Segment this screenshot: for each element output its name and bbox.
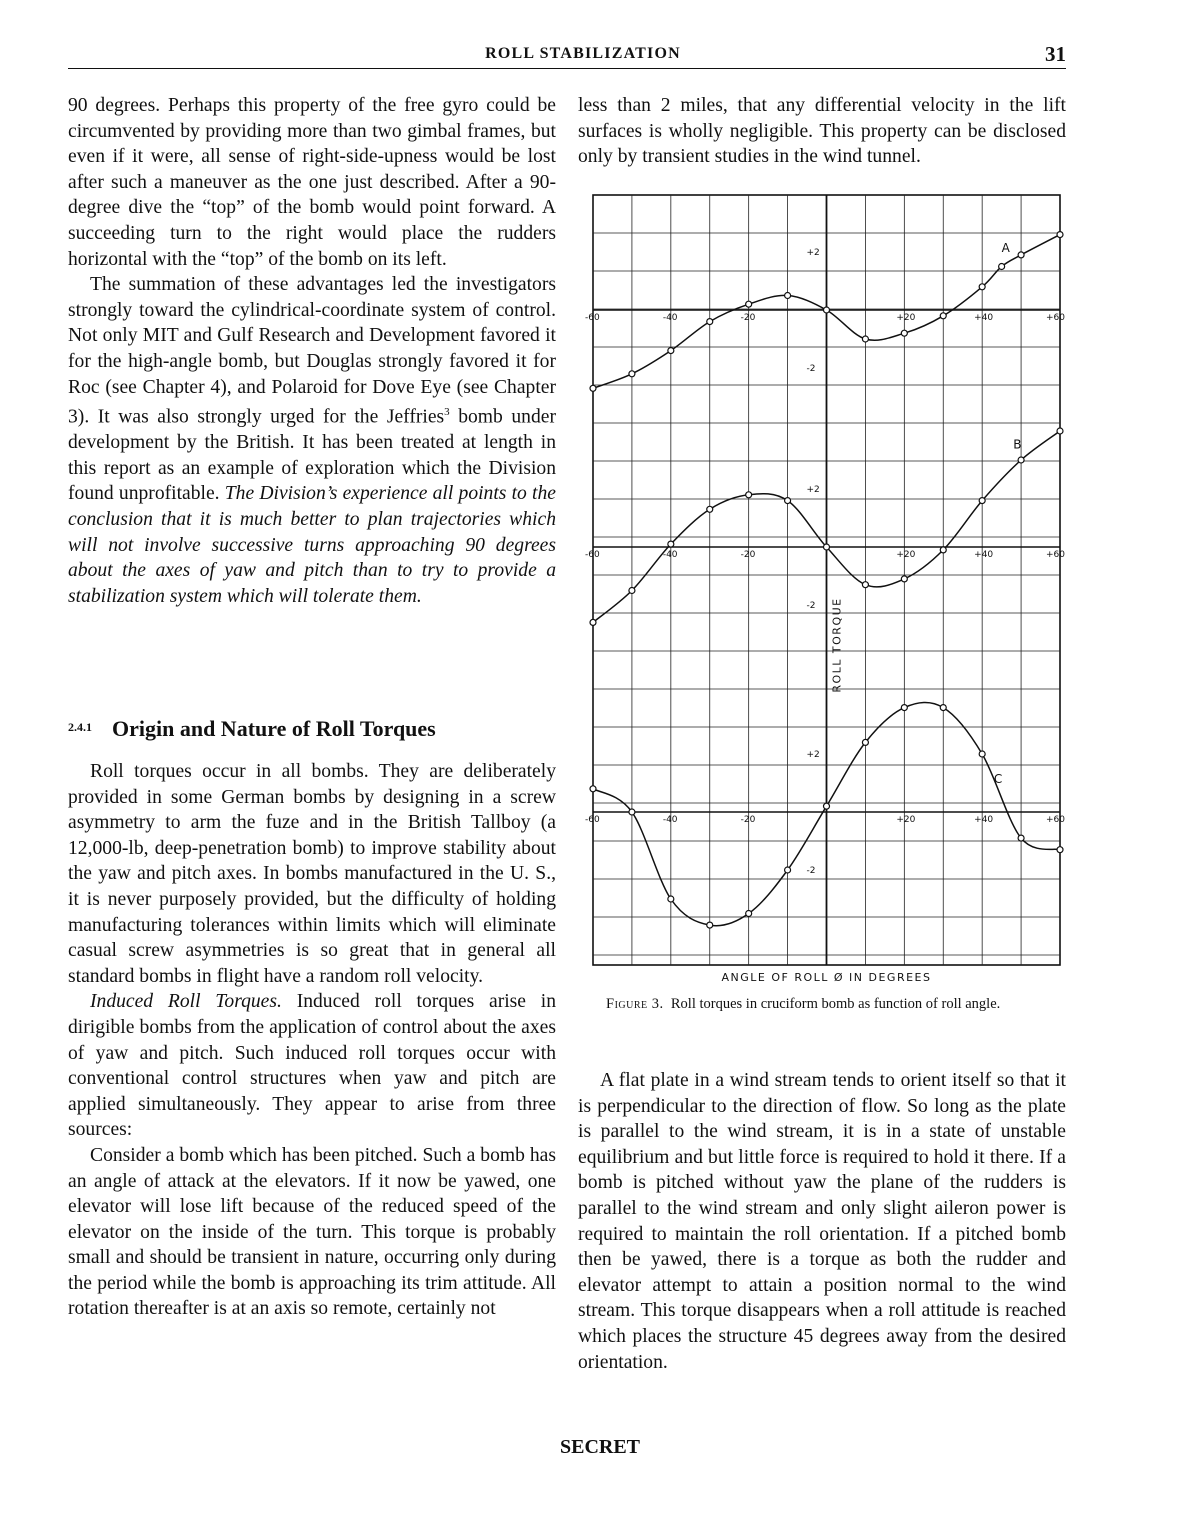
classification-footer: SECRET xyxy=(559,1436,641,1458)
data-point-C xyxy=(629,809,635,815)
x-tick-label: -20 xyxy=(740,550,756,560)
section-heading xyxy=(68,716,556,742)
data-point-A xyxy=(746,301,752,307)
paragraph-2-text-cont: bomb under development by the British. It has been treated at length in this report as an example of exploration which the Division found unprofitable. xyxy=(68,406,556,505)
x-tick-label: +60 xyxy=(1046,313,1065,323)
data-point-A xyxy=(707,319,713,325)
paragraph-4-runin: Induced Roll Torques. xyxy=(90,991,282,1013)
data-point-C xyxy=(590,786,596,792)
data-point-C xyxy=(901,705,907,711)
y-tick-label: +2 xyxy=(806,485,820,495)
data-point-B xyxy=(629,588,635,594)
data-point-A xyxy=(590,385,596,391)
data-point-A xyxy=(629,371,635,377)
figure-label: Figure 3. xyxy=(606,996,664,1012)
x-tick-label: +60 xyxy=(1046,550,1065,560)
x-tick-label: -40 xyxy=(662,815,678,825)
data-point-A xyxy=(824,307,830,313)
data-point-C xyxy=(707,922,713,928)
y-tick-label: +2 xyxy=(806,750,820,760)
data-point-C xyxy=(940,705,946,711)
y-tick-label: +2 xyxy=(806,248,820,258)
paragraph-2 xyxy=(68,272,556,609)
data-point-C xyxy=(979,751,985,757)
right-column-bottom xyxy=(578,1068,1066,1375)
roll-torque-chart xyxy=(585,190,1068,990)
section-number: 2.4.1 xyxy=(68,720,92,734)
data-point-C xyxy=(1057,847,1063,853)
data-point-A xyxy=(999,264,1005,270)
y-tick-label: -2 xyxy=(806,601,816,611)
x-tick-label: +40 xyxy=(974,815,994,825)
footnote-ref: 3 xyxy=(444,406,450,419)
x-tick-label: +40 xyxy=(974,550,994,560)
y-tick-label: -2 xyxy=(806,866,816,876)
data-point-B xyxy=(824,544,830,550)
running-header xyxy=(68,42,1066,69)
data-point-C xyxy=(785,867,791,873)
x-tick-label: +20 xyxy=(896,313,916,323)
x-tick-label: -20 xyxy=(740,815,756,825)
right-paragraph-2: A flat plate in a wind stream tends to orient itself so that it is perpendicular to the direction of flow. So long as the plate is parallel to the wind stream, it is in a state of unstable equilibrium and but little force is required to hold it there. If a bomb is pitched without yaw the plane of the rudders is parallel to the wind stream and only slight aileron power is required to maintain the roll orientation. If a pitched bomb then be yawed, there is a torque as both the rudder and elevator attempt to attain a position normal to the wind stream. This torque disappears when a roll attitude is reached which places the structure 45 degrees away from the desired orientation. xyxy=(578,1070,1066,1373)
running-title: ROLL STABILIZATION xyxy=(485,45,681,62)
x-tick-label: -40 xyxy=(662,313,678,323)
figure-caption xyxy=(606,995,1046,1014)
figure-caption-text: Roll torques in cruciform bomb as function of roll angle. xyxy=(670,996,1001,1012)
data-point-C xyxy=(668,896,674,902)
data-point-B xyxy=(785,498,791,504)
x-axis-title: ANGLE OF ROLL Ø IN DEGREES xyxy=(721,971,932,984)
page-number: 31 xyxy=(1045,42,1066,66)
data-point-C xyxy=(1018,835,1024,841)
data-point-A xyxy=(979,284,985,290)
x-tick-label: -60 xyxy=(585,313,600,323)
paragraph-5: Consider a bomb which has been pitched. Such a bomb has an angle of attack at the elevators. If it now be yawed, one elevator will lose lift because of the reduced speed of the elevator on the inside of the turn. This torque is probably small and should be transient in nature, occurring only during the period while the bomb is approaching its trim attitude. All rotation thereafter is at an axis so remote, certainly not xyxy=(68,1144,556,1320)
paragraph-1: 90 degrees. Perhaps this property of the free gyro could be circumvented by providing more than two gimbal frames, but even if it were, all sense of right-side-upness would be lost after such a maneuver as the one just described. After a 90-degree dive the “top” of the bomb would point forward. A succeeding turn to the right would place the rudders horizontal with the “top” of the bomb on its left. xyxy=(68,95,556,270)
paragraph-2-italic: The Division’s experience all points to the conclusion that it is much better to plan trajectories which will not involve successive turns approaching 90 degrees about the axes of yaw and pitch than to try to provide a stabilization system which will tolerate them. xyxy=(68,483,556,607)
series-label-C: C xyxy=(993,772,1003,786)
x-tick-label: -40 xyxy=(662,550,678,560)
data-point-B xyxy=(1057,428,1063,434)
x-tick-label: -20 xyxy=(740,313,756,323)
series-label-A: A xyxy=(1001,241,1010,255)
data-point-C xyxy=(746,911,752,917)
data-point-B xyxy=(590,619,596,625)
data-point-B xyxy=(668,541,674,547)
y-tick-label: -2 xyxy=(806,364,816,374)
data-point-B xyxy=(979,498,985,504)
data-point-B xyxy=(707,506,713,512)
right-column-top xyxy=(578,93,1066,170)
data-point-A xyxy=(862,336,868,342)
data-point-C xyxy=(862,739,868,745)
data-point-A xyxy=(901,330,907,336)
data-point-A xyxy=(1018,252,1024,258)
y-axis-title: ROLL TORQUE xyxy=(830,597,844,693)
section-title: Origin and Nature of Roll Torques xyxy=(112,716,436,741)
paragraph-2-text: The summation of these advantages led the investigators strongly toward the cylindrical-coordinate system of control. Not only MIT and Gulf Research and Development favored it for the high-angle bomb, but Douglas strongly favored it for Roc (see Chapter 4), and Polaroid for Dove Eye (see Chapter 3). It was also strongly urged for the Jeffries xyxy=(68,274,556,428)
x-tick-label: -60 xyxy=(585,550,600,560)
series-label-B: B xyxy=(1013,437,1022,452)
left-column-top xyxy=(68,93,556,609)
data-point-A xyxy=(1057,232,1063,238)
paragraph-4 xyxy=(68,989,556,1143)
right-paragraph-1: less than 2 miles, that any differential velocity in the lift surfaces is wholly negligible. This property can be disclosed only by transient studies in the wind tunnel. xyxy=(578,95,1066,168)
data-point-B xyxy=(1018,457,1024,463)
data-point-A xyxy=(668,348,674,354)
x-tick-label: +60 xyxy=(1046,815,1065,825)
x-tick-label: -60 xyxy=(585,815,600,825)
x-tick-label: +20 xyxy=(896,815,916,825)
paragraph-3: Roll torques occur in all bombs. They are deliberately provided in some German bombs by designing in a screw asymmetry to arm the fuze and in the British Tallboy (a 12,000-lb, deep-penetration bomb) to improve stability about the yaw and pitch axes. In bombs manufactured in the U. S., it is never purposely provided, but the difficulty of holding manufacturing tolerances within limits which will eliminate casual screw asymmetries is so great that in general all standard bombs in flight have a random roll velocity. xyxy=(68,761,556,987)
x-tick-label: +40 xyxy=(974,313,994,323)
x-tick-label: +20 xyxy=(896,550,916,560)
data-point-C xyxy=(824,803,830,809)
data-point-B xyxy=(862,582,868,588)
data-point-B xyxy=(901,576,907,582)
roll-torque-figure xyxy=(585,190,1068,990)
data-point-A xyxy=(940,313,946,319)
data-point-A xyxy=(785,293,791,299)
paragraph-4-text: Induced roll torques arise in dirigible bombs from the application of control about the axes of yaw and pitch. Such induced roll torques occur with conventional control structures when yaw and pitch are applied simultaneously. They appear to arise from three sources: xyxy=(68,991,557,1141)
data-point-B xyxy=(746,492,752,498)
left-column-bottom xyxy=(68,759,556,1322)
data-point-B xyxy=(940,547,946,553)
